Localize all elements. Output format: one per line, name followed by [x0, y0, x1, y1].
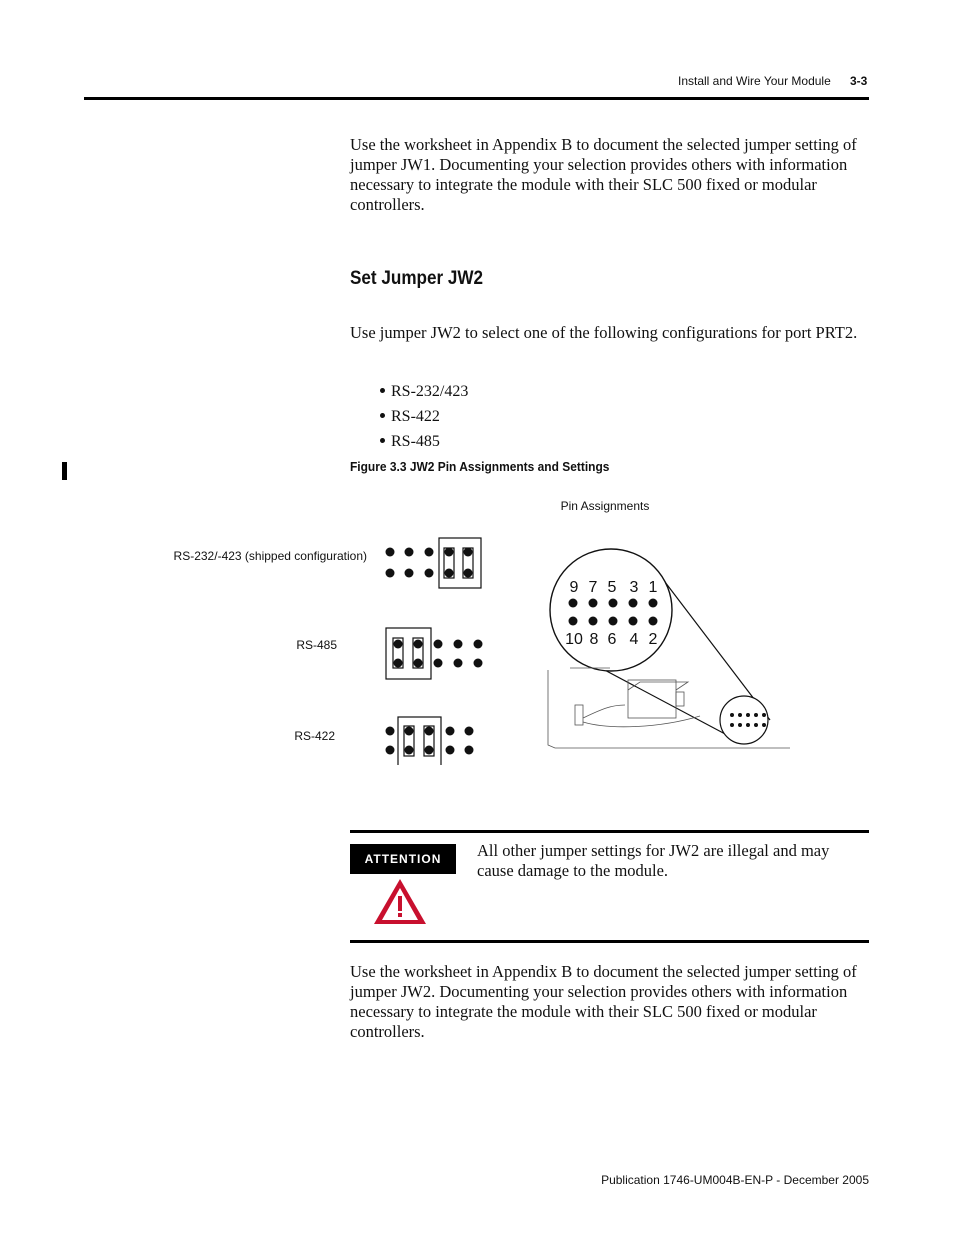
jw2-figure [0, 490, 954, 765]
list-item [350, 432, 468, 457]
pin-number: 6 [607, 631, 617, 648]
intro-paragraph: Use the worksheet in Appendix B to document the selected jumper setting of jumper JW1. Documenting your selection provides others with information necessary to integrate the module with their SLC 500 fixed or modular controllers. [350, 135, 857, 214]
pin-number: 4 [629, 631, 639, 648]
pin-number: 3 [629, 579, 639, 596]
footer-publication: Publication 1746-UM004B-EN-P - December 2005 [601, 1173, 869, 1187]
list-item [350, 407, 468, 432]
header-page-number: 3-3 [850, 74, 868, 88]
warning-triangle-icon [372, 877, 428, 927]
rs232-label: RS-232/-423 (shipped configuration) [173, 549, 367, 563]
pin-number: 2 [648, 631, 658, 648]
bullet-text: RS-422 [391, 408, 440, 425]
pin-number: 10 [565, 631, 583, 648]
section-heading: Set Jumper JW2 [350, 268, 484, 289]
pin-number: 7 [588, 579, 598, 596]
pin-number: 8 [589, 631, 599, 648]
bullet-icon [380, 438, 385, 443]
closing-paragraph: Use the worksheet in Appendix B to document the selected jumper setting of jumper JW2. Documenting your selection provides others with information necessary to integrate the module with their SLC 500 fixed or modular controllers. [350, 962, 857, 1041]
board-connector-detail [720, 696, 768, 744]
header-section-title: Install and Wire Your Module [678, 74, 831, 88]
jw2-intro-paragraph: Use jumper JW2 to select one of the following configurations for port PRT2. [350, 323, 858, 342]
bullet-text: RS-232/423 [391, 383, 469, 400]
pin-number: 5 [607, 579, 617, 596]
change-bar [62, 462, 67, 480]
pin-number: 1 [648, 579, 658, 596]
config-bullet-list [350, 382, 468, 457]
attention-bottom-rule [350, 940, 869, 943]
rs485-label: RS-485 [296, 638, 337, 652]
figure-caption: Figure 3.3 JW2 Pin Assignments and Settings [350, 459, 610, 474]
pin-assignments-label: Pin Assignments [560, 499, 650, 513]
rs485-jumper-block [386, 628, 483, 679]
rs422-jumper-block [386, 717, 474, 765]
attention-badge: ATTENTION [350, 844, 456, 874]
rs232-jumper-block [386, 538, 482, 588]
attention-top-rule [350, 830, 869, 833]
bullet-icon [380, 413, 385, 418]
attention-text: All other jumper settings for JW2 are illegal and may cause damage to the module. [477, 841, 830, 880]
rs422-label: RS-422 [294, 729, 335, 743]
bullet-text: RS-485 [391, 433, 440, 450]
pin-number: 9 [569, 579, 579, 596]
header-rule [84, 97, 869, 100]
list-item [350, 382, 468, 407]
bullet-icon [380, 388, 385, 393]
